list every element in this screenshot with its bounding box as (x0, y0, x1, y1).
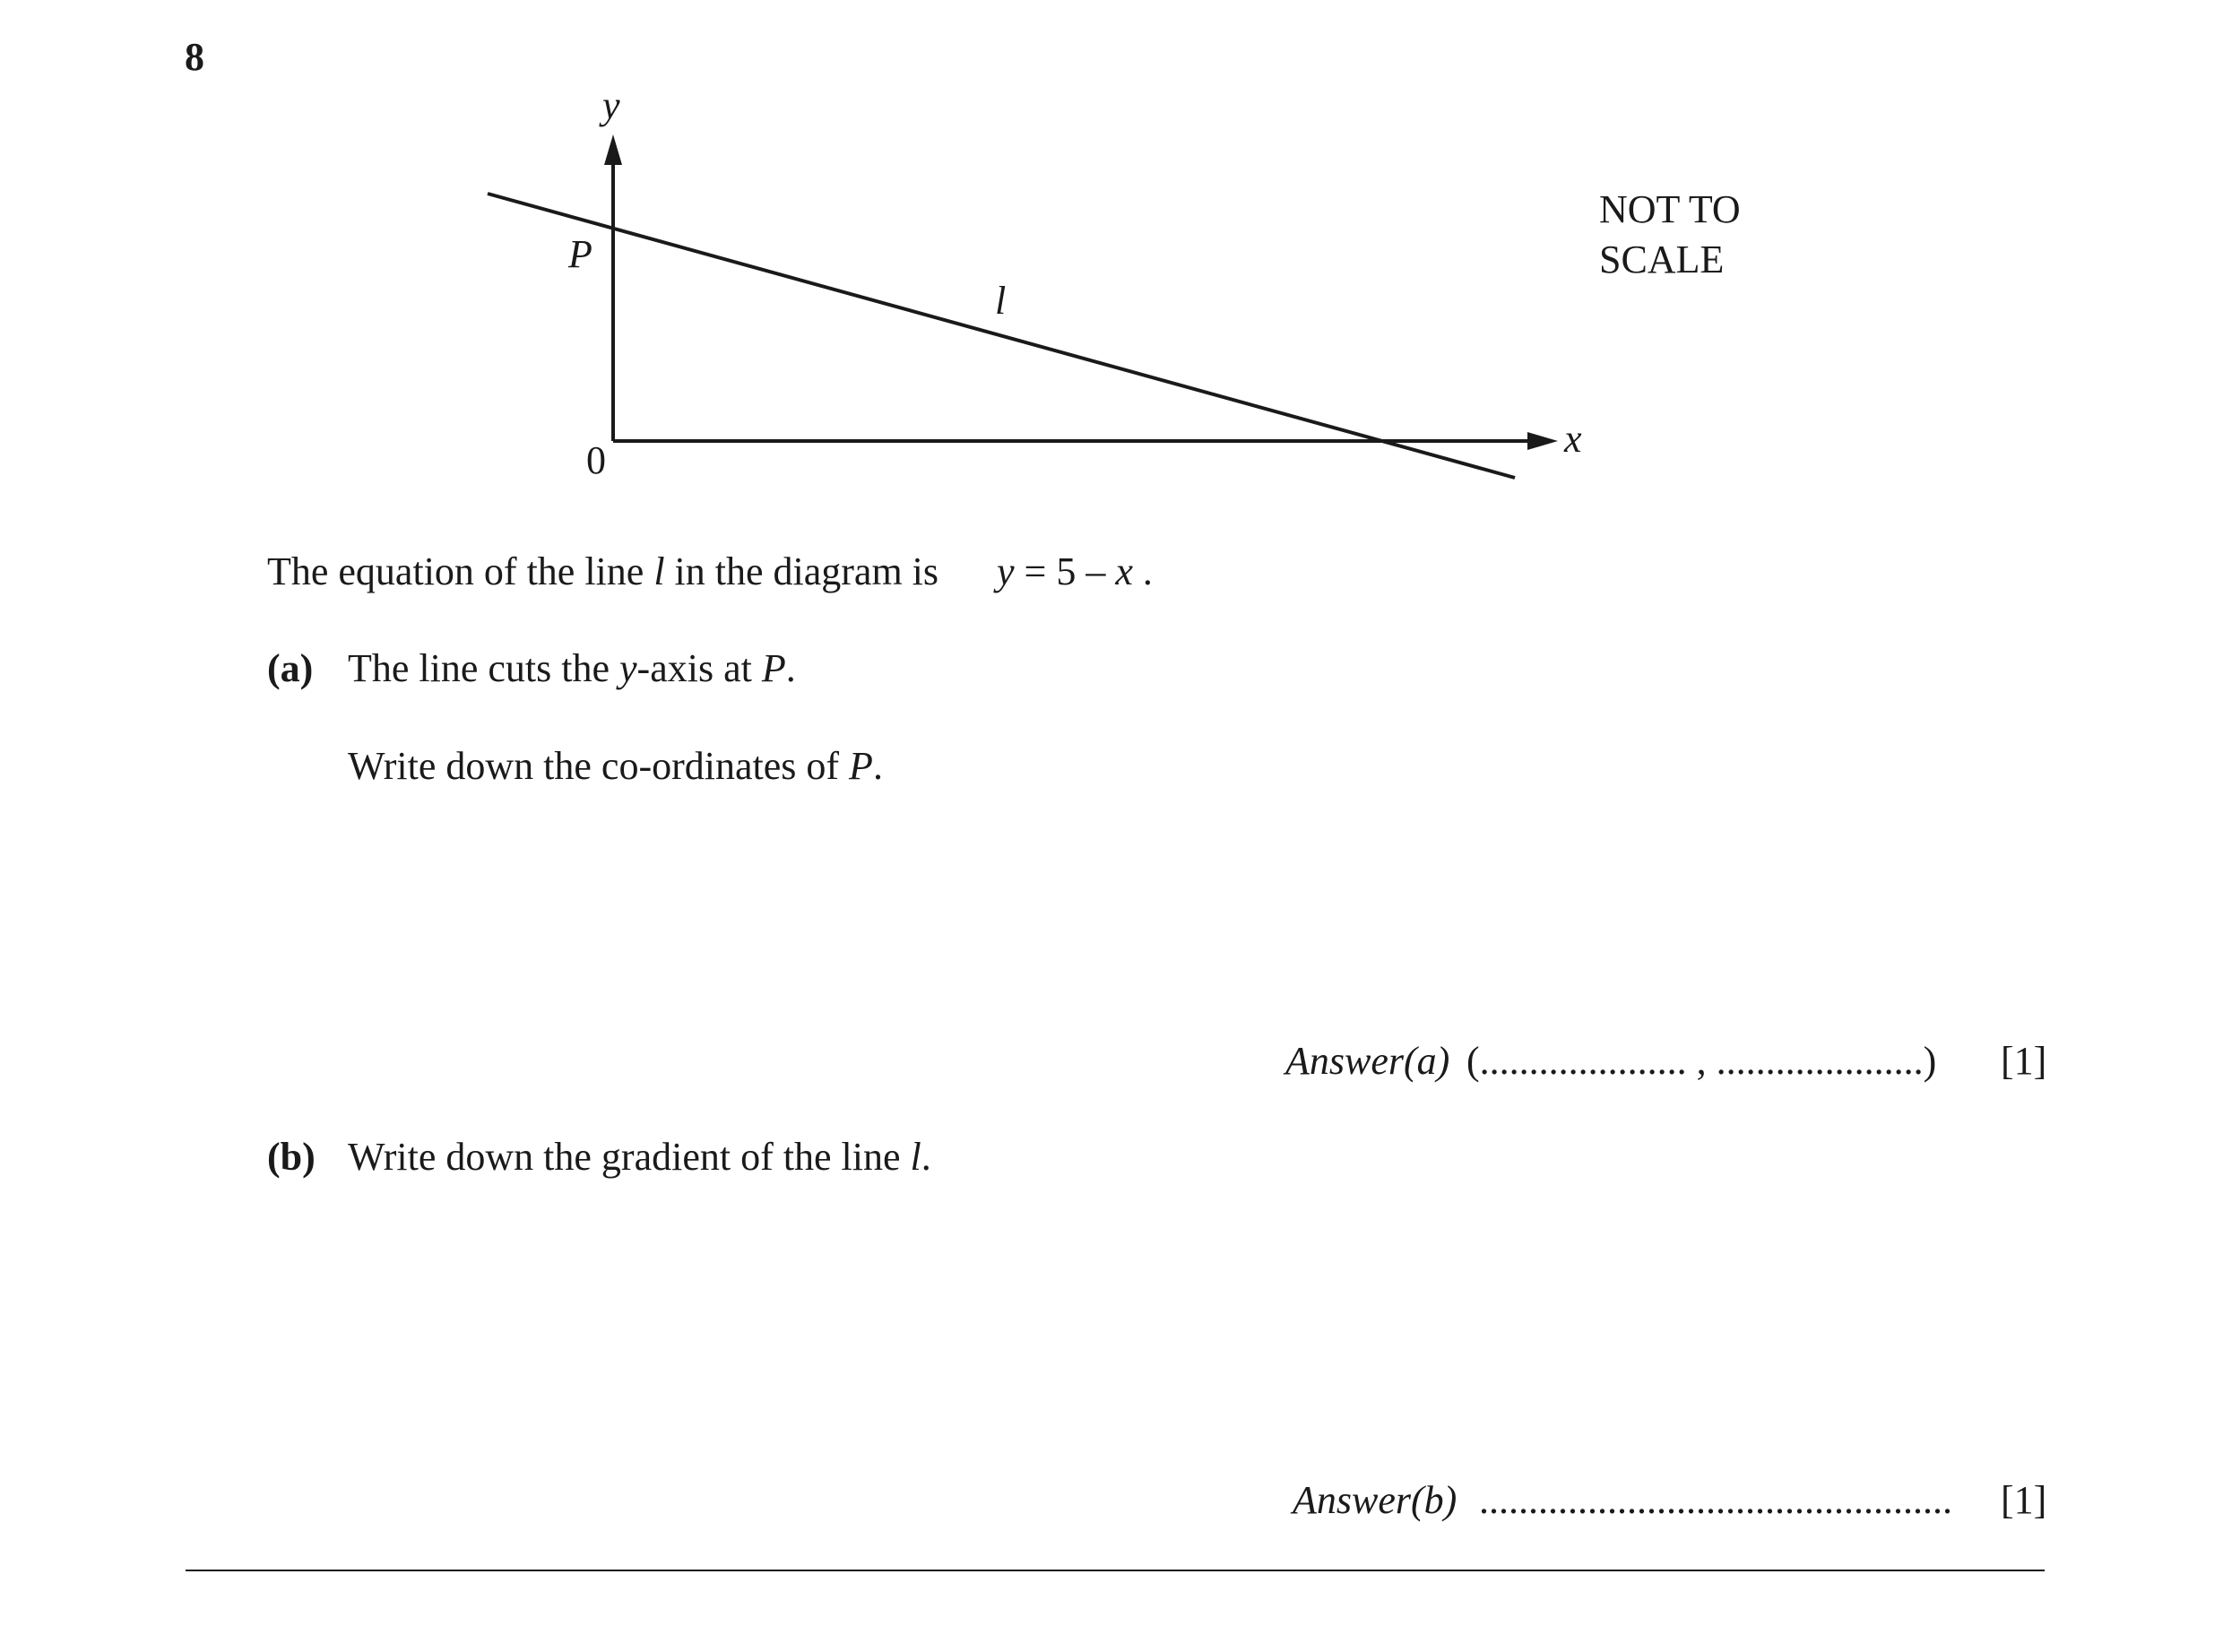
part-a-instruction-end: . (872, 744, 883, 788)
answer-b-label: Answer(b) (1293, 1478, 1457, 1522)
intro-line-name: l (653, 549, 665, 593)
equation-end: . (1132, 549, 1153, 593)
equation-y: y (997, 549, 1015, 593)
part-b-text-end: . (921, 1135, 931, 1179)
x-axis-label: x (1564, 417, 1582, 461)
part-a-text-y: y (619, 646, 637, 690)
origin-label: 0 (586, 438, 606, 482)
part-a-text (348, 645, 796, 691)
question-number: 8 (185, 35, 204, 79)
x-axis-arrowhead (1527, 432, 1558, 450)
part-a-instruction-point: P (849, 744, 873, 788)
part-b-text (348, 1134, 931, 1180)
part-a-instruction (348, 743, 883, 789)
y-axis-label: y (602, 83, 620, 127)
part-a-instruction-prefix: Write down the co-ordinates of (348, 744, 850, 788)
line-l-label: l (995, 279, 1007, 323)
not-to-scale-line1: NOT TO (1599, 187, 1741, 231)
part-a-text-mid: -axis at (636, 646, 762, 690)
page-divider (186, 1570, 2045, 1571)
part-a-text-point: P (761, 646, 786, 690)
part-b-text-prefix: Write down the gradient of the line (348, 1135, 911, 1179)
line-equation (997, 549, 1153, 594)
point-p-label: P (568, 232, 593, 276)
answer-b-field[interactable]: ................................................ (1479, 1478, 1952, 1522)
equation-x: x (1115, 549, 1133, 593)
answer-b-marks: [1] (2001, 1478, 2047, 1522)
part-b-label: (b) (267, 1135, 316, 1179)
intro-statement (267, 549, 939, 594)
y-axis-arrowhead (604, 134, 622, 165)
not-to-scale-line2: SCALE (1599, 238, 1725, 281)
part-b-text-line: l (910, 1135, 921, 1179)
answer-a-field[interactable]: (..................... , .....................) (1466, 1039, 1937, 1083)
part-a-text-prefix: The line cuts the (348, 646, 620, 690)
equation-mid: = 5 – (1014, 549, 1116, 593)
intro-prefix: The equation of the line (267, 549, 654, 593)
line-l (488, 194, 1515, 478)
part-a-text-end: . (785, 646, 796, 690)
part-a-label: (a) (267, 646, 314, 690)
answer-a-label: Answer(a) (1285, 1039, 1450, 1083)
intro-middle: in the diagram is (664, 549, 939, 593)
answer-a-marks: [1] (2001, 1039, 2047, 1083)
